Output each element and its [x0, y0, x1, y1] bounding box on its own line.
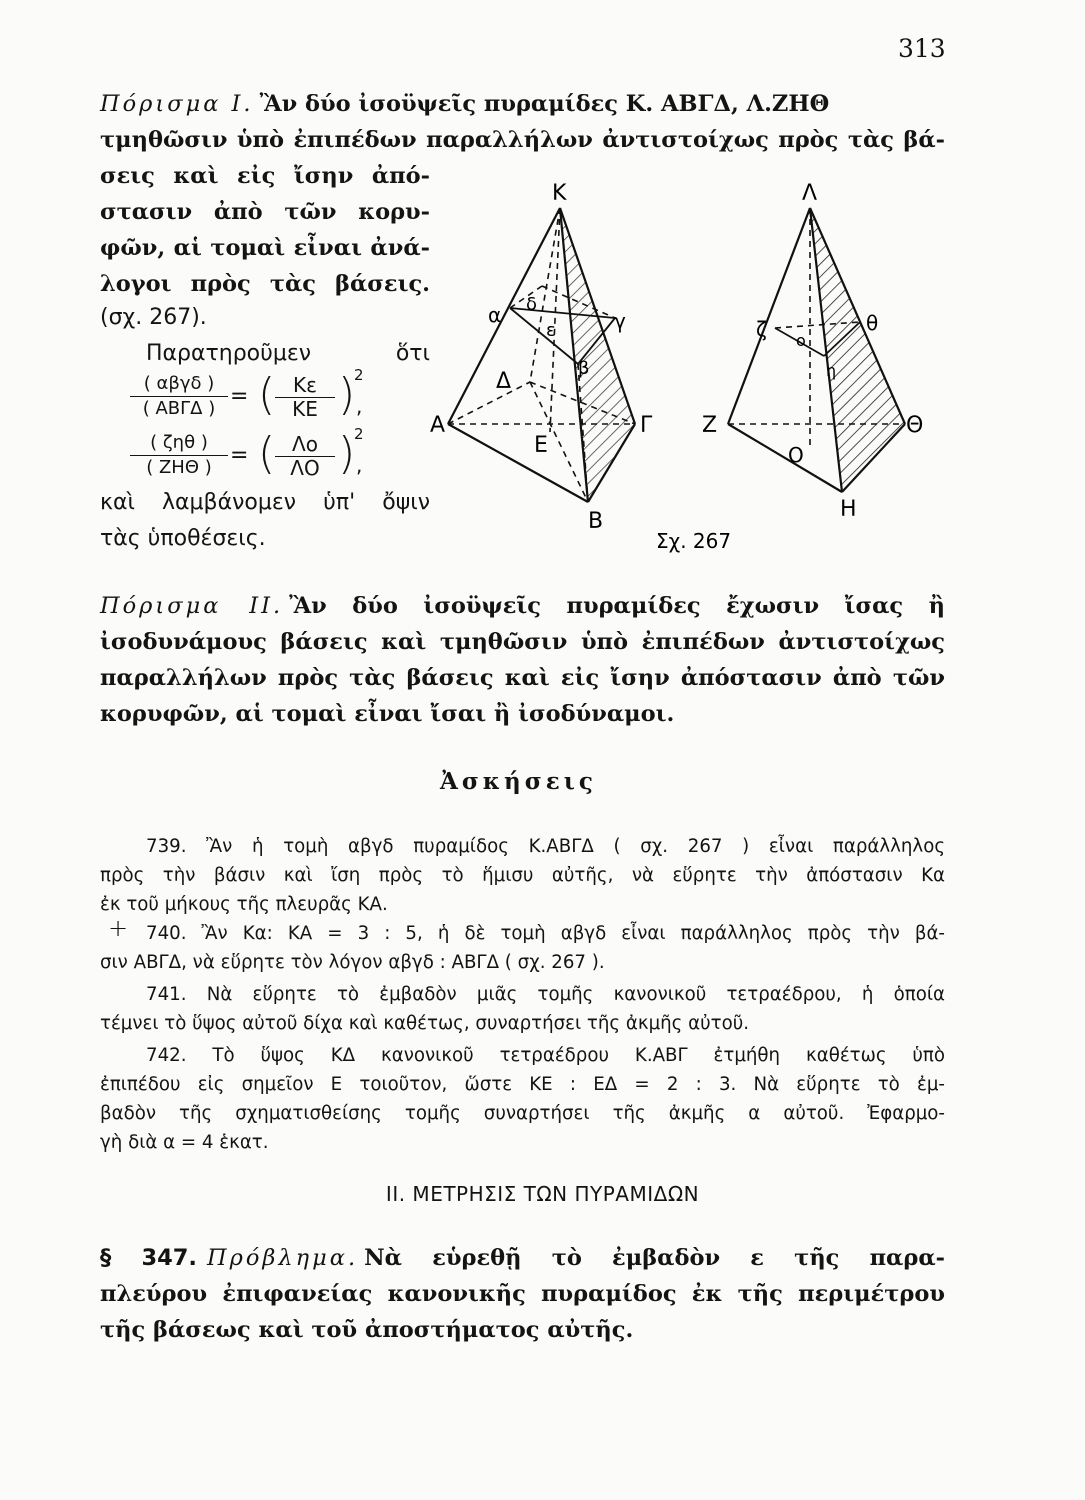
label-o: ο	[796, 331, 806, 350]
ratio-2: ( ζηθ ) ( ΖΗΘ ) = ( Λο ΛΟ ) 2 ,	[100, 431, 400, 483]
exercise-739-line-1: 739. Ἂν ἡ τομὴ αβγδ πυραμίδος Κ.ΑΒΓΔ ( σχ. 267 ) εἶναι παράλληλος	[146, 836, 945, 857]
ratio-2-fraction	[130, 431, 228, 480]
exercise-741-line-2: τέμνει τὸ ὕψος αὐτοῦ δίχα καὶ καθέτως, συναρτήσει τῆς ἀκμῆς αὐτοῦ.	[100, 1013, 750, 1034]
corollary-2-line-1: Πόρισμα ΙΙ. Ἂν δύο ἰσοϋψεῖς πυραμίδες ἔχωσιν ἴσας ἢ	[100, 593, 945, 619]
problem-number: § 347.	[100, 1245, 197, 1271]
label-A: Α	[430, 413, 446, 438]
label-h: η	[826, 361, 837, 380]
ratio-1-denominator: ( ΑΒΓΔ )	[142, 398, 216, 419]
corollary-1-line-3: σεις καὶ εἰς ἴσην ἀπό-	[100, 163, 430, 189]
problem-line-3: τῆς βάσεως καὶ τοῦ ἀποστήματος αὐτῆς.	[100, 1317, 634, 1343]
exercise-739-line-2: πρὸς τὴν βάσιν καὶ ἴση πρὸς τὸ ἥμισυ αὐτῆς, νὰ εὕρητε τὴν ἀπόστασιν Κα	[100, 865, 945, 886]
exercise-742-line-4: γὴ διὰ α = 4 ἑκατ.	[100, 1132, 269, 1153]
ratio-1-rhs-denominator: ΚΕ	[292, 397, 318, 421]
figure-caption: Σχ. 267	[656, 529, 732, 553]
margin-mark: +	[108, 914, 129, 942]
conclusion-line-1: καὶ λαμβάνομεν ὑπ' ὄψιν	[100, 490, 430, 515]
corollary-1-line-1: Πόρισμα Ι. Ἂν δύο ἰσοϋψεῖς πυραμίδες Κ. ΑΒΓΔ, Λ.ΖΗΘ	[100, 91, 830, 117]
label-G: Γ	[640, 413, 653, 438]
exercise-740-line-1: 740. Ἂν Κα: ΚΑ = 3 : 5, ἡ δὲ τομὴ αβγδ εἶναι παράλληλος πρὸς τὴν βά-	[146, 923, 945, 944]
label-g: γ	[614, 309, 626, 333]
exercise-741-line-1: 741. Νὰ εὕρητε τὸ ἐμβαδὸν μιᾶς τομῆς κανονικοῦ τετραέδρου, ἡ ὁποία	[146, 984, 945, 1005]
ratio-1-numerator: ( αβγδ )	[143, 373, 215, 394]
pyramid-right	[728, 208, 905, 492]
ratio-2-exponent: 2	[354, 425, 364, 443]
problem-line-2: πλεύρου ἐπιφανείας κανονικῆς πυραμίδος ἐκ τῆς περιμέτρου	[100, 1281, 945, 1307]
corollary-2-line-4: κορυφῶν, αἱ τομαὶ εἶναι ἴσαι ἢ ἰσοδύναμοι.	[100, 701, 675, 727]
corollary-1-lead: Πόρισμα Ι.	[100, 91, 254, 117]
corollary-1-line-5: φῶν, αἱ τομαὶ εἶναι ἀνά-	[100, 235, 430, 261]
label-K: Κ	[552, 181, 567, 206]
label-TH: Θ	[906, 413, 924, 438]
conclusion-line-2: τὰς ὑποθέσεις.	[100, 526, 266, 551]
ratio-1-rhs	[275, 374, 335, 421]
exercise-739-line-3: ἐκ τοῦ μήκους τῆς πλευρᾶς ΚΑ.	[100, 894, 388, 915]
ratio-1-comma: ,	[356, 394, 363, 418]
exercise-742-line-3: βαδὸν τῆς σχηματισθείσης τομῆς συναρτήσει τῆς ἀκμῆς α αὐτοῦ. Ἐφαρμο-	[100, 1103, 945, 1124]
corollary-1-line-4: στασιν ἀπὸ τῶν κορυ-	[100, 199, 430, 225]
label-D: Δ	[496, 369, 512, 394]
label-a: α	[488, 303, 502, 327]
corollary-2-lead: Πόρισμα ΙΙ.	[100, 593, 284, 619]
label-H: Η	[840, 497, 857, 522]
section-title: ΙΙ. ΜΕΤΡΗΣΙΣ ΤΩΝ ΠΥΡΑΜΙΔΩΝ	[385, 1182, 700, 1206]
figure-267	[430, 170, 950, 560]
label-z: ζ	[756, 317, 767, 341]
label-e: ε	[546, 320, 556, 341]
ratio-2-rhs	[275, 433, 335, 480]
ratio-1-equals: =	[230, 384, 249, 409]
corollary-1-line-6: λογοι πρὸς τὰς βάσεις.	[100, 271, 430, 297]
exercise-742-line-2: ἐπιπέδου εἰς σημεῖον Ε τοιοῦτον, ὥστε ΚΕ : ΕΔ = 2 : 3. Νὰ εὕρητε τὸ ἐμ-	[100, 1074, 945, 1095]
problem-lead: Πρόβλημα.	[206, 1245, 359, 1271]
corollary-1-ref: (σχ. 267).	[100, 305, 207, 330]
ratio-1-rhs-numerator: Κε	[293, 373, 317, 397]
corollary-2-line-3: παραλλήλων πρὸς τὰς βάσεις καὶ εἰς ἴσην ἀπόστασιν ἀπὸ τῶν	[100, 665, 945, 691]
corollary-1-line-2: τμηθῶσιν ὑπὸ ἐπιπέδων παραλλήλων ἀντιστοίχως πρὸς τὰς βά-	[100, 127, 945, 153]
label-B: Β	[588, 509, 604, 534]
exercise-742-line-1: 742. Τὸ ὕψος ΚΔ κανονικοῦ τετραέδρου Κ.ΑΒΓ ἐτμήθη καθέτως ὑπὸ	[146, 1045, 945, 1066]
exercise-740-line-2: σιν ΑΒΓΔ, νὰ εὕρητε τὸν λόγον αβγδ : ΑΒΓΔ ( σχ. 267 ).	[100, 952, 605, 973]
label-d: δ	[526, 294, 538, 315]
ratio-2-numerator: ( ζηθ )	[150, 432, 208, 453]
label-Z: Ζ	[702, 413, 718, 438]
ratio-1-exponent: 2	[354, 366, 364, 384]
ratio-2-comma: ,	[356, 453, 363, 477]
label-E: Ε	[534, 433, 548, 458]
ratio-2-rhs-denominator: ΛΟ	[290, 456, 320, 480]
ratio-1-fraction	[130, 372, 228, 421]
label-L: Λ	[802, 181, 818, 206]
label-th: θ	[866, 311, 879, 335]
label-O: Ο	[788, 443, 804, 467]
corollary-2-line-2: ἰσοδυνάμους βάσεις καὶ τμηθῶσιν ὑπὸ ἐπιπέδων ἀντιστοίχως	[100, 629, 945, 655]
ratio-2-denominator: ( ΖΗΘ )	[146, 457, 212, 478]
observe-text: Παρατηροῦμεν ὅτι	[146, 341, 430, 366]
exercises-heading: Ἀσκήσεις	[440, 768, 597, 795]
ratio-1: ( αβγδ ) ( ΑΒΓΔ ) = ( Κε ΚΕ ) 2 ,	[100, 372, 400, 424]
page-number: 313	[898, 34, 946, 63]
label-b: β	[578, 358, 590, 379]
ratio-2-equals: =	[230, 443, 249, 468]
ratio-2-rhs-numerator: Λο	[292, 432, 318, 456]
problem-line-1: § 347. Πρόβλημα. Νὰ εὑρεθῇ τὸ ἐμβαδὸν ε τῆς παρα-	[100, 1245, 945, 1271]
